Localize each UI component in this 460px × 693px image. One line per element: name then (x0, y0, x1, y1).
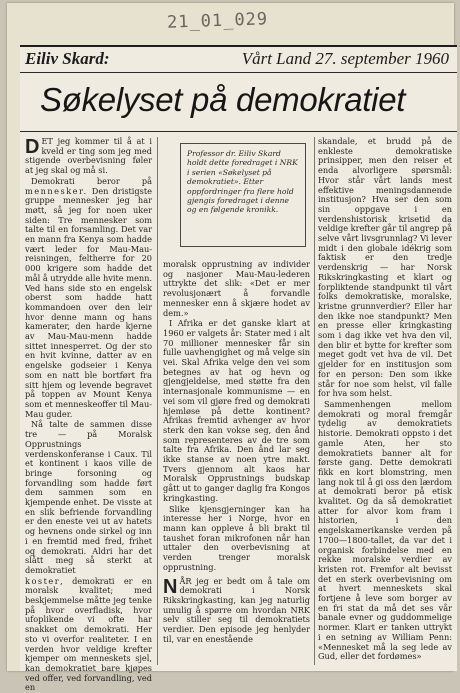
paragraph: Nå talte de sammen disse tre — på Moralsk Opprustnings verdenskonferanse i Caux. Til et kontinent i kaos ville de bringe forsoning og forvandling som hadde ført dem sammen som en kjempende enhet. De visste at en slik befriende forvandling er den eneste vei ut av hatets og hevnens onde sirkel og inn i en fremtid med fred, frihet og demokrati. Aldri har det slått meg så sterkt at demokratiet (25, 419, 152, 575)
article-column-2 (163, 260, 310, 665)
paragraph: DET jeg kommer til å at i kveld er ting som jeg med stigende overbevisning føler at jeg skal og må si. (25, 136, 152, 176)
article-column-1 (25, 136, 153, 693)
article-column-3 (318, 137, 452, 665)
dropcap: N (163, 575, 178, 598)
archive-id-handwritten: 21_01_029 (166, 9, 269, 33)
publication-date: Vårt Land 27. september 1960 (241, 49, 449, 68)
paragraph: skandale, et brudd på de enkleste demokratiske prinsipper, men den reiser et enda alvorligere spørsmål: Hvor står vårt lands mest effektive meningsdannende institusjon? Hva ser den som sin oppgave i en verdenshistorisk krisetid da veldige krefter går til angrep på selve vårt livsgrunnlag? Vi lever midt i den globale idékrig som faktisk er den tredje verdenskrig — har Norsk Rikskringkasting et klart og forpliktende standpunkt til vårt folks demokratiske, moralske, kristne grunnverdier? Eller har den ikke noe standpunkt? Men en presse eller kringkasting som i dag ikke vet hva den vil, den blir et bytte for krefter som meget godt vet hva de vil. Det gjelder for en institusjon som for en person: Den som ikke står for noe som helst, vil falle for hva som helst. (318, 136, 452, 399)
header-rule (20, 72, 457, 73)
paragraph: koster, demokrati er en moralsk kvalitet; med beskjemmelse måtte jeg tenke på hvor overfladisk, hvor ufoplikende vi ofte har snakket om demokrati. Her sto vi overfor realiteter. I en verden hvor veldige krefter kjemper om menneskets sjel, kan demokratiet bare kjøpes ved offer, ved forvandling, ved en (25, 575, 152, 693)
column-divider (314, 137, 315, 665)
paragraph: Sammenhengen mellom demokrati og moral fremgår tydelig av demokratiets historie. Demokrati oppsto i det gamle Aten, her sto demokratiets banner alt for første gang. Dette demokrati fikk en kort blomstring, men lang nok til å gi oss den lærdom at demokrati beror på etisk kvalitet. Og da så demokratiet atter for alvor kom fram i historien, i den engelskamerikanske verden på 1700—1800-tallet, da var det i organisk forbindelse med en rekke moralske verdier av kristen rot. Fremfor alt bevisst det en sterk overbevisning om at hvert menneskets skal fortjene å leve som borger av en fri stat da må det ses vår banale evner og guddommelige normer. Klart er tanken uttrykt i en setning av William Penn: «Mennesket må la seg lede av Gud, eller det fordømes» (318, 398, 452, 662)
paragraph: moralsk opprustning av individer og nasjoner Mau-Mau-lederen uttrykte det slik: «Det er mer revolusjonært å forvandle mennesker enn å skjære hodet av dem.» (163, 259, 310, 318)
newspaper-clipping (20, 45, 457, 693)
headline: Søkelyset på demokratiet (40, 81, 406, 118)
archive-sheet (7, 3, 454, 693)
paragraph: Slike kjensgjerninger kan ha interesse her i Norge, hvor en mann kan oppleve å bli brakt til taushet foran mikrofonen når han uttaler den overbevisning at verden trenger moralsk opprustning. (163, 503, 310, 572)
paragraph: NÅR jeg er bedt om å tale om demokrati i Norsk Rikskringkasting, kan jeg naturlig umulig å spørre om hvordan NRK selv stiller seg til demokratiets verdier. Den episode jeg henlyder til, var en enestående (163, 575, 310, 644)
author-infobox: Professor dr. Eiliv Skard holdt dette foredraget i NRK i serien «Søkelyset på demokratiet». Etter oppfordringer fra flere hold gjengis foredraget i denne og en følgende kronikk. (180, 143, 306, 247)
dropcap: D (25, 136, 40, 158)
paragraph: Demokrati beror på mennesker. Den dristigste gruppe mennesker jeg har møtt, så jeg for noen uker siden: Tre mennesker som talte til en forsamling. Det var en mann fra Kenya som hadde vært leder for Mau-Mau-reisningen, feltherre for 20 000 krigere som hadde det mål å utrydde alle hvite menn. Ved hans side sto en engelsk oberst som hadde hatt kommandoen over den leir hvor denne mann og hans kamerater, den harde kjerne av Mau-Mau-menn hadde sittet innesperret. Og der sto en hvit kvinne, datter av en engelske godseier i Kenya som en natt ble bortført fra sitt hjem og levende begravet på toppen av Mount Kenya som et menneskeoffer til Mau-Mau guder. (25, 175, 153, 419)
column-divider (157, 137, 158, 665)
header-row (20, 49, 457, 71)
headline-rule (20, 131, 457, 132)
paragraph: I Afrika er det ganske klart at 1960 er valgets år: Stater med i alt 70 millioner mennesker får sin fulle uavhengighet og må velge sin vei. Skal Afrika velge den vei som betegnes av hat og hevn og gjengjeldelse, med støtte fra den internasjonale kommunisme — en vei som vil gjøre fred og demokrati hjemløse på dette kontinent? Afrikas fremtid avhenger av hvor sterk den kan vokse seg, den ånd som representeres av de tre som talte fra Afrika. Den ånd lar seg ikke stanse av noen ytre makt. Tvers gjennom alt kaos har Moralsk Opprustnings budskap gått ut to ganger daglig fra Kongos kringkasting. (163, 318, 310, 503)
author-name: Eiliv Skard: (25, 49, 110, 68)
